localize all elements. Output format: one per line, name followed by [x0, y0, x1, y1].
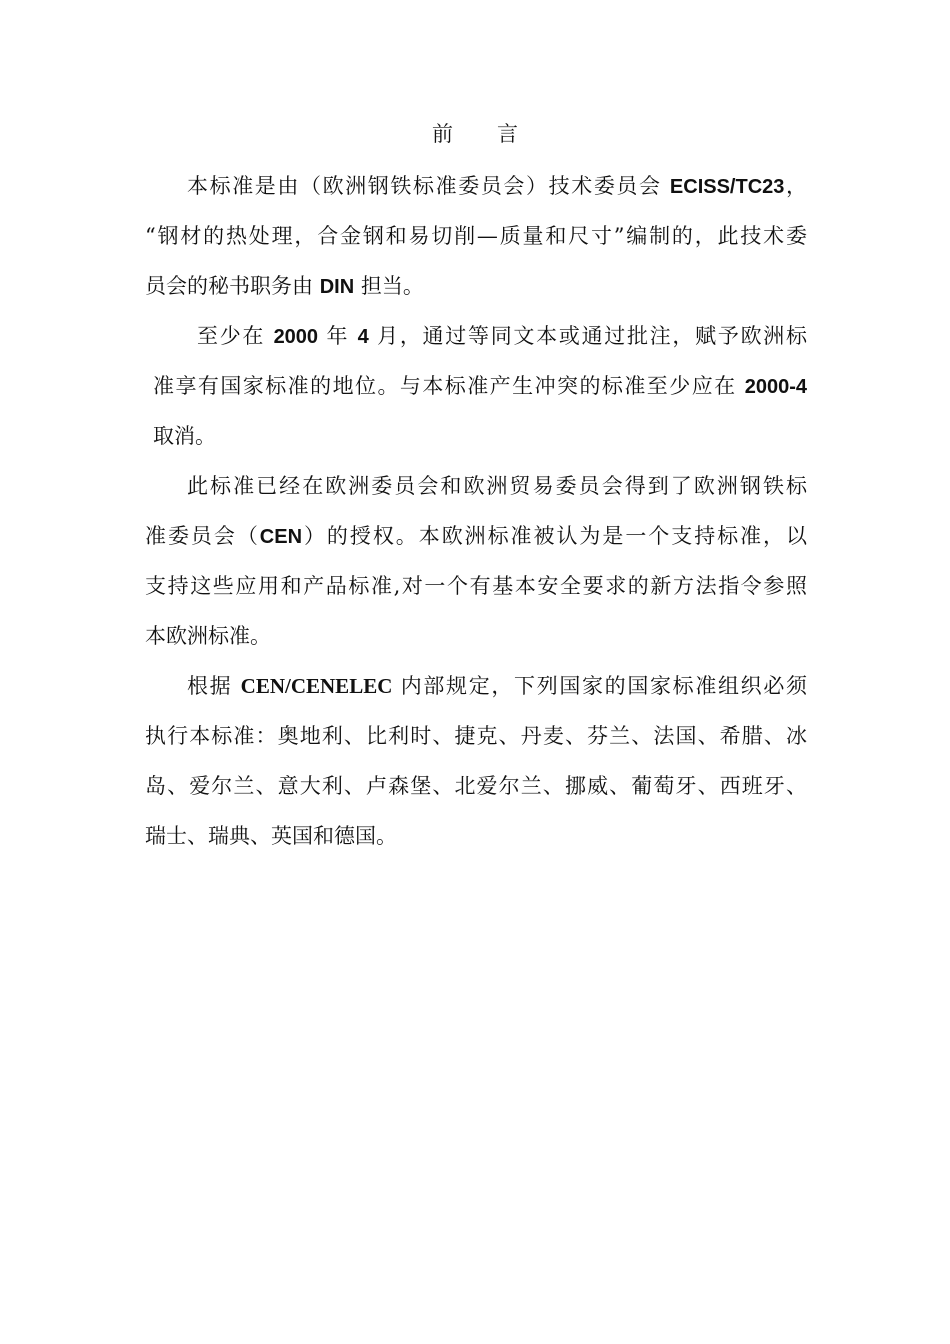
p2-text-c: 年: [326, 324, 350, 348]
paragraph-2-line-1: [145, 322, 807, 351]
p2-text-f: 准享有国家标准的地位。与本标准产生冲突的标准至少应在: [153, 374, 737, 398]
p3-text-c: ）的授权。本欧洲标准被认为是一个支持标准，以: [302, 524, 808, 548]
paragraph-3-line-4: 本欧洲标准。: [145, 624, 271, 648]
title-char-2: 言: [497, 122, 518, 146]
p2-text-a: 至少在: [197, 324, 266, 348]
p4-text-c: 内部规定，下列国家的国家标准组织必须: [400, 674, 807, 698]
p1-text-e: 担当。: [360, 274, 424, 298]
p3-text-a: 准委员会（: [145, 524, 260, 548]
title-char-1: 前: [432, 122, 453, 146]
paragraph-4-line-2: 执行本标准：奥地利、比利时、捷克、丹麦、芬兰、法国、希腊、冰: [145, 724, 807, 748]
p1-text-a: 本标准是由（欧洲钢铁标准委员会）技术委员会: [187, 174, 662, 198]
paragraph-4-line-4: 瑞士、瑞典、英国和德国。: [145, 824, 397, 848]
paragraph-3-line-3: 支持这些应用和产品标准,对一个有基本安全要求的新方法指令参照: [145, 574, 807, 598]
p1-text-c: ，: [784, 174, 807, 198]
paragraph-1-line-3: [145, 272, 807, 301]
paragraph-4-line-1: [145, 672, 807, 700]
paragraph-2-line-3: 取消。: [153, 424, 216, 448]
p1-din: DIN: [319, 276, 355, 298]
page-title: [0, 118, 950, 148]
paragraph-4-line-3: 岛、爱尔兰、意大利、卢森堡、北爱尔兰、挪威、葡萄牙、西班牙、: [145, 774, 807, 798]
p1-text-d: 员会的秘书职务由: [145, 274, 313, 298]
paragraph-3-line-2: [145, 522, 807, 551]
p2-date: 2000-4: [744, 376, 807, 398]
p2-year: 2000: [273, 326, 319, 348]
paragraph-1-line-1: [145, 172, 807, 201]
p2-month: 4: [357, 326, 369, 348]
paragraph-2-line-2: [145, 372, 807, 401]
paragraph-3-line-1: 此标准已经在欧洲委员会和欧洲贸易委员会得到了欧洲钢铁标: [187, 474, 807, 498]
p4-text-a: 根据: [187, 674, 233, 698]
paragraph-1-line-2: “钢材的热处理，合金钢和易切削—质量和尺寸”编制的，此技术委: [145, 224, 807, 248]
p3-cen: CEN: [259, 526, 303, 548]
p2-text-e: 月，通过等同文本或通过批注，赋予欧洲标: [377, 324, 808, 348]
p1-committee-code: ECISS/TC23: [669, 176, 785, 198]
p4-cen-cenelec: CEN/CENELEC: [240, 674, 393, 698]
